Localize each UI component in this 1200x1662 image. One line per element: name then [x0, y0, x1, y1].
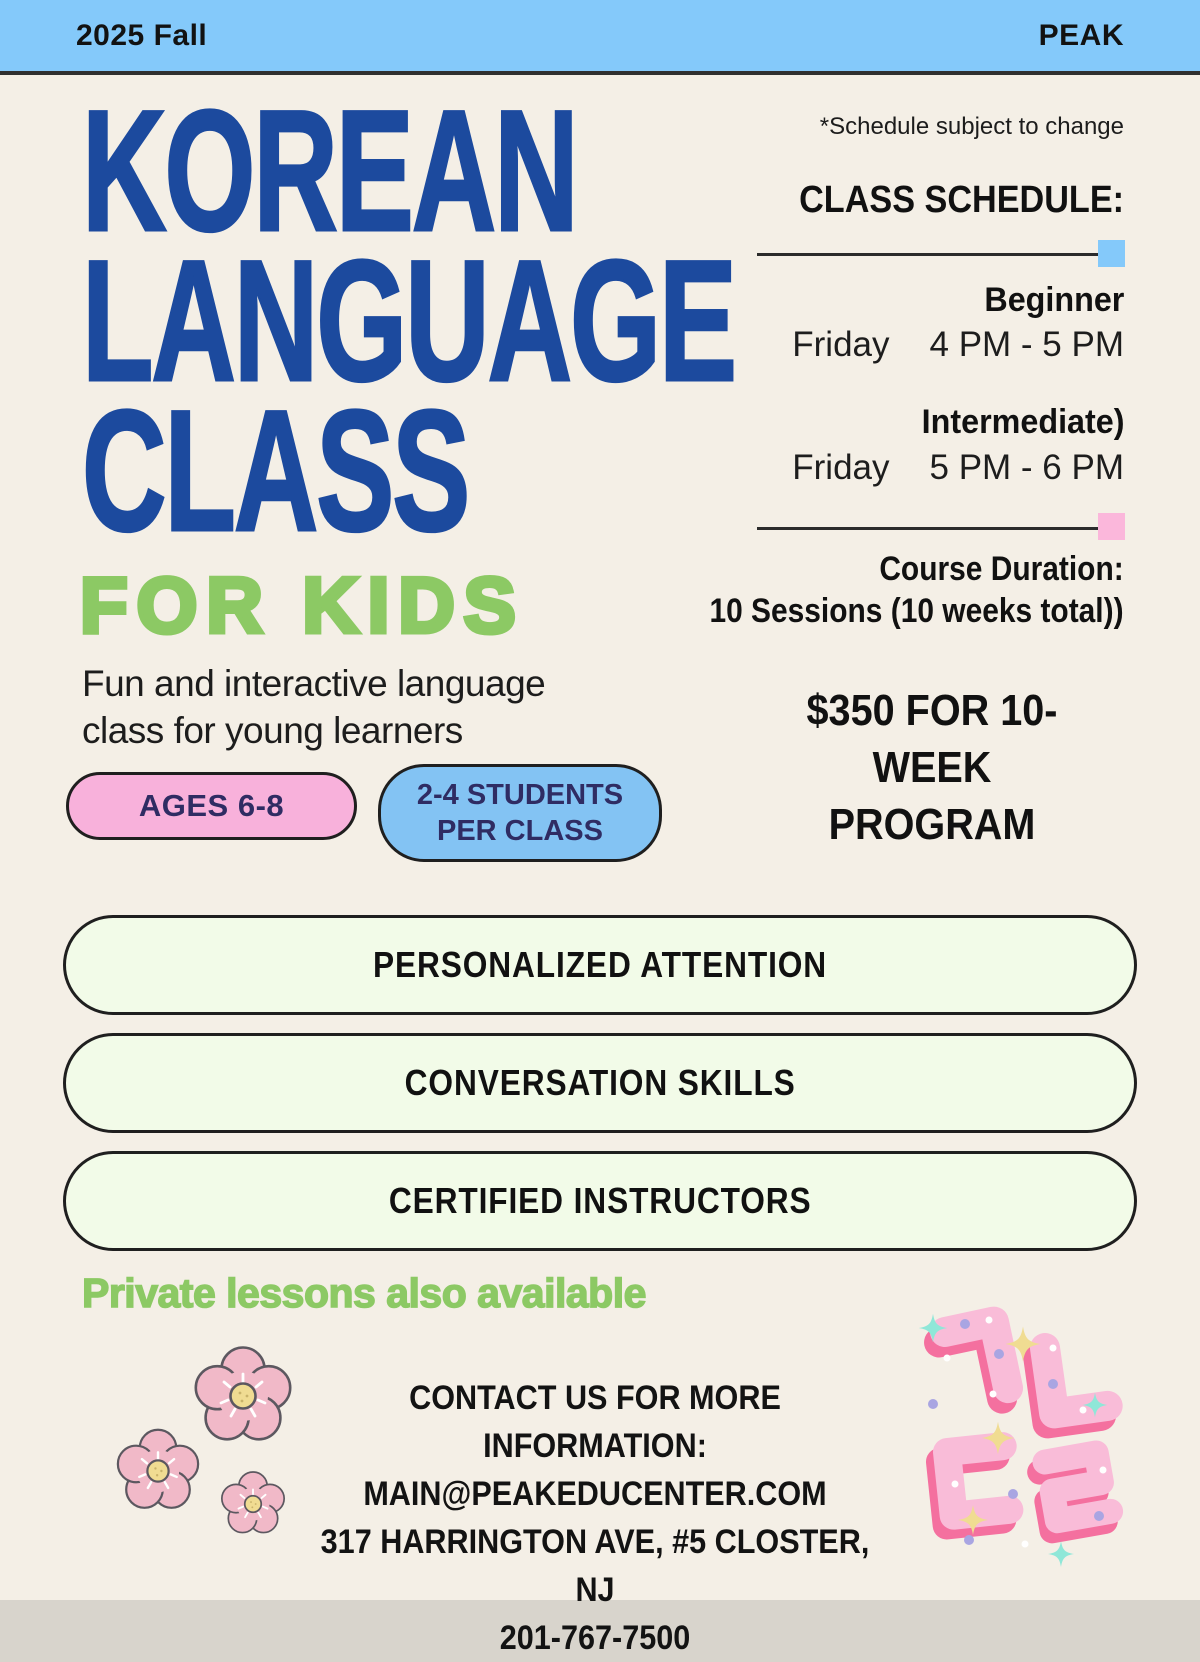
- level-intermediate-day: Friday: [792, 448, 890, 487]
- schedule-heading: CLASS SCHEDULE:: [799, 179, 1124, 221]
- course-duration-label: Course Duration:: [879, 550, 1124, 588]
- title-accent-for-kids: FOR KIDS: [80, 561, 525, 649]
- top-bar: [0, 0, 1200, 75]
- level-intermediate-time: 5 PM - 6 PM: [929, 448, 1124, 487]
- contact-email: MAIN@PEAKEDUCENTER.COM: [363, 1475, 827, 1513]
- title-line-2: LANGUAGE: [82, 225, 735, 417]
- class-size-badge: [378, 764, 662, 862]
- ages-badge: [66, 772, 357, 840]
- level-beginner-time: 4 PM - 5 PM: [929, 325, 1124, 364]
- contact-phone: 201-767-7500: [499, 1619, 691, 1657]
- price-line-2: PROGRAM: [828, 800, 1036, 849]
- divider-accent-square-blue: [1098, 240, 1125, 267]
- ages-badge-label: AGES 6-8: [138, 788, 285, 823]
- divider-line-bottom: [757, 527, 1109, 530]
- private-lessons-note: Private lessons also available: [82, 1270, 646, 1316]
- feature-label: PERSONALIZED ATTENTION: [372, 944, 828, 985]
- feature-pill-personalized-attention: [63, 915, 1137, 1015]
- title-line-1: KOREAN: [82, 75, 577, 267]
- level-intermediate-time-row: [792, 448, 1124, 488]
- page-title: [82, 75, 735, 567]
- level-intermediate-name: Intermediate): [921, 403, 1124, 441]
- divider-accent-square-pink: [1098, 513, 1125, 540]
- feature-pill-conversation-skills: [63, 1033, 1137, 1133]
- contact-heading: CONTACT US FOR MORE INFORMATION:: [409, 1379, 781, 1465]
- feature-label: CERTIFIED INSTRUCTORS: [388, 1180, 812, 1221]
- season-label: 2025 Fall: [76, 18, 208, 52]
- price-text: [752, 682, 1112, 853]
- brand-label: PEAK: [1038, 18, 1124, 52]
- hangul-letters-icon: [903, 1288, 1138, 1578]
- contact-address: 317 HARRINGTON AVE, #5 CLOSTER, NJ: [320, 1523, 870, 1609]
- flower-doodles-icon: [80, 1322, 320, 1557]
- feature-label: CONVERSATION SKILLS: [404, 1062, 796, 1103]
- class-size-badge-label: 2-4 STUDENTS PER CLASS: [416, 779, 624, 847]
- divider-line-top: [757, 253, 1109, 256]
- price-line-1: $350 FOR 10-WEEK: [806, 686, 1058, 792]
- contact-block: [298, 1374, 892, 1662]
- level-beginner-name: Beginner: [984, 281, 1124, 319]
- schedule-disclaimer: *Schedule subject to change: [819, 113, 1124, 140]
- course-duration-value: 10 Sessions (10 weeks total)): [709, 592, 1124, 630]
- feature-pill-certified-instructors: [63, 1151, 1137, 1251]
- title-line-3: CLASS: [82, 375, 469, 567]
- description-text: Fun and interactive language class for young learners: [82, 663, 546, 751]
- level-beginner-day: Friday: [792, 325, 890, 364]
- level-beginner-time-row: [792, 325, 1124, 365]
